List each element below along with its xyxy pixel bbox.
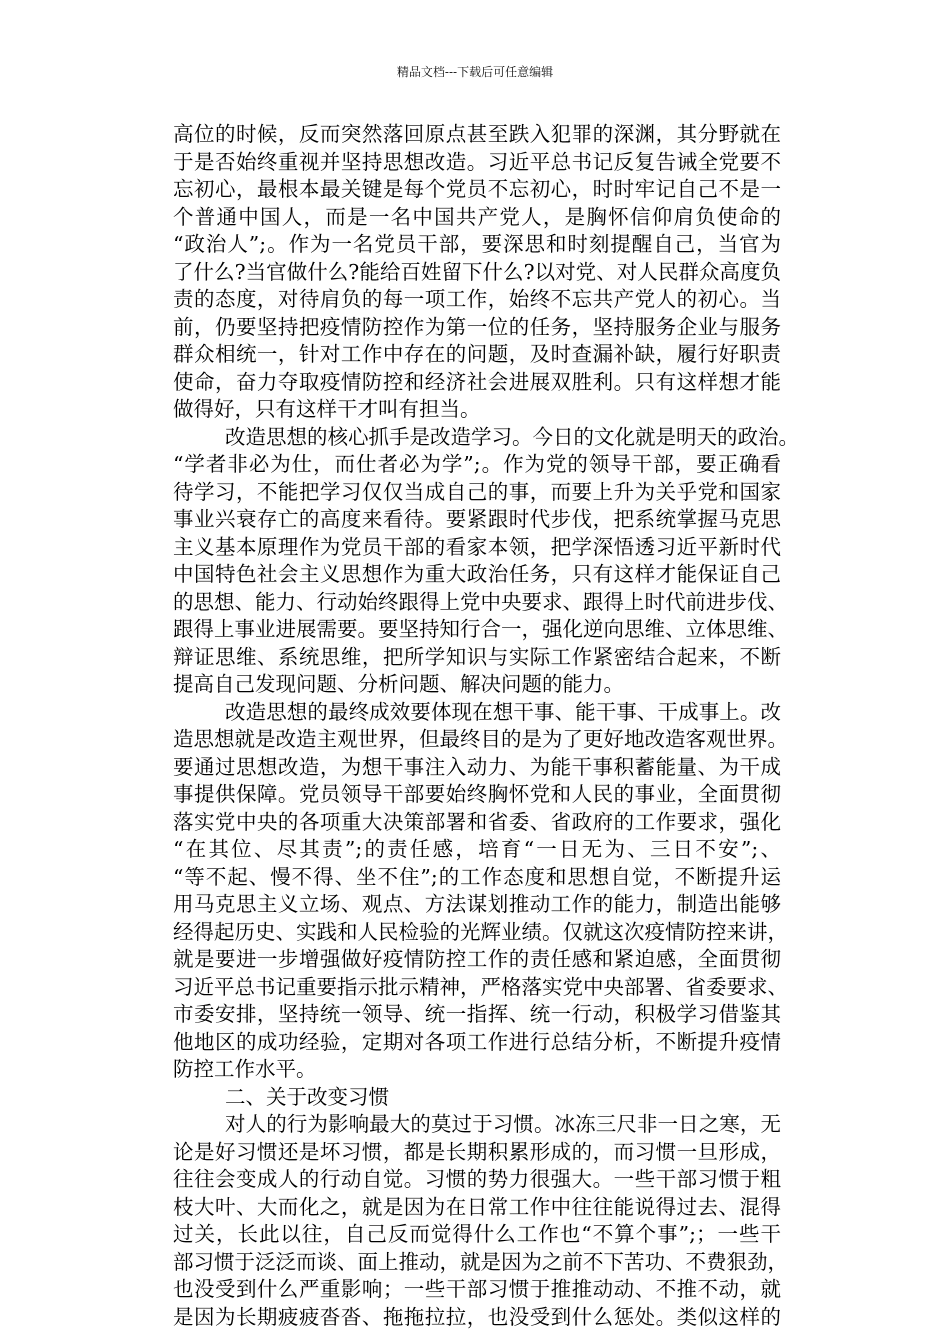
text-line: 待学习，不能把学习仅仅当成自己的事，而要上升为关乎党和国家: [173, 479, 781, 504]
text-line: 经得起历史、实践和人民检验的光辉业绩。仅就这次疫情防控来讲，: [173, 919, 788, 944]
text-line: 枝大叶、大而化之，就是因为在日常工作中往往能说得过去、混得: [173, 1194, 781, 1219]
text-line: 辩证思维、系统思维，把所学知识与实际工作紧密结合起来，不断: [173, 644, 781, 669]
text-line: 就是要进一步增强做好疫情防控工作的责任感和紧迫感，全面贯彻: [173, 947, 781, 971]
text-line: 中国特色社会主义思想作为重大政治任务，只有这样才能保证自己: [173, 562, 781, 586]
text-line: 论是好习惯还是坏习惯，都是长期积累形成的，而习惯一旦形成，: [173, 1139, 781, 1164]
text-line: 做得好，只有这样干才叫有担当。: [173, 397, 481, 421]
text-line: 前，仍要坚持把疫情防控作为第一位的任务，坚持服务企业与服务: [173, 314, 781, 339]
text-line: 主义基本原理作为党员干部的看家本领，把学深悟透习近平新时代: [173, 534, 781, 559]
text-line: 责的态度，对待肩负的每一项工作，始终不忘共产党人的初心。当: [173, 287, 781, 311]
section-heading: 二、关于改变习惯: [225, 1084, 389, 1109]
text-line: 是因为长期疲疲沓沓、拖拖拉拉，也没受到什么惩处。类似这样的: [173, 1304, 781, 1329]
text-line: 造思想就是改造主观世界，但最终目的是为了更好地改造客观世界。: [173, 727, 788, 751]
text-line: 事提供保障。党员领导干部要始终胸怀党和人民的事业，全面贯彻: [173, 782, 781, 806]
text-line: 的思想、能力、行动始终跟得上党中央要求、跟得上时代前进步伐、: [173, 589, 788, 614]
text-line: 市委安排，坚持统一领导、统一指挥、统一行动，积极学习借鉴其: [173, 1002, 781, 1026]
text-line: 要通过思想改造，为想干事注入动力、为能干事积蓄能量、为干成: [173, 754, 781, 779]
document-body: [173, 121, 799, 1331]
text-line: “在其位、尽其责”;的责任感，培育“一日无为、三日不安”;、: [173, 837, 781, 861]
text-line: 提高自己发现问题、分析问题、解决问题的能力。: [173, 672, 624, 696]
page-header: 精品文档---下载后可任意编辑: [396, 65, 554, 79]
paragraph-first-line: 改造思想的核心抓手是改造学习。今日的文化就是明天的政治。: [225, 424, 799, 449]
text-line: 个普通中国人，而是一名中国共产党人，是胸怀信仰肩负使命的: [173, 204, 781, 229]
text-line: 过关，长此以往，自己反而觉得什么工作也“不算个事”;；一些干: [173, 1222, 781, 1246]
text-line: 防控工作水平。: [173, 1057, 317, 1081]
text-line: 使命，奋力夺取疫情防控和经济社会进展双胜利。只有这样想才能: [173, 369, 781, 394]
text-line: 忘初心，最根本最关键是每个党员不忘初心，时时牢记自己不是一: [173, 177, 781, 201]
text-line: 群众相统一，针对工作中存在的问题，及时查漏补缺，履行好职责: [173, 342, 781, 366]
text-line: 事业兴衰存亡的高度来看待。要紧跟时代步伐，把系统掌握马克思: [173, 507, 781, 531]
text-line: 落实党中央的各项重大决策部署和省委、省政府的工作要求，强化: [173, 809, 781, 834]
text-line: 了什么?当官做什么?能给百姓留下什么?以对党、对人民群众高度负: [173, 259, 781, 284]
text-line: “学者非必为仕，而仕者必为学”;。作为党的领导干部，要正确看: [173, 452, 781, 476]
text-line: 部习惯于泛泛而谈、面上推动，就是因为之前不下苦功、不费狠劲，: [173, 1249, 788, 1274]
text-line: “等不起、慢不得、坐不住”;的工作态度和思想自觉，不断提升运: [173, 864, 781, 889]
text-line: 往往会变成人的行动自觉。习惯的势力很强大。一些干部习惯于粗: [173, 1167, 781, 1191]
text-line: 他地区的成功经验，定期对各项工作进行总结分析，不断提升疫情: [173, 1029, 781, 1054]
text-line: 也没受到什么严重影响；一些干部习惯于推推动动、不推不动，就: [173, 1277, 781, 1301]
text-line: 用马克思主义立场、观点、方法谋划推动工作的能力，制造出能够: [173, 892, 781, 916]
paragraph-first-line: 改造思想的最终成效要体现在想干事、能干事、干成事上。改: [225, 699, 781, 724]
paragraph-first-line: 对人的行为影响最大的莫过于习惯。冰冻三尺非一日之寒，无: [225, 1112, 781, 1136]
text-line: “政治人”;。作为一名党员干部，要深思和时刻提醒自己，当官为: [173, 232, 781, 256]
text-line: 高位的时候，反而突然落回原点甚至跌入犯罪的深渊，其分野就在: [173, 122, 781, 146]
text-line: 习近平总书记重要指示批示精神，严格落实党中央部署、省委要求、: [173, 974, 788, 999]
text-line: 跟得上事业进展需要。要坚持知行合一，强化逆向思维、立体思维、: [173, 617, 788, 641]
text-line: 于是否始终重视并坚持思想改造。习近平总书记反复告诫全党要不: [173, 149, 781, 174]
